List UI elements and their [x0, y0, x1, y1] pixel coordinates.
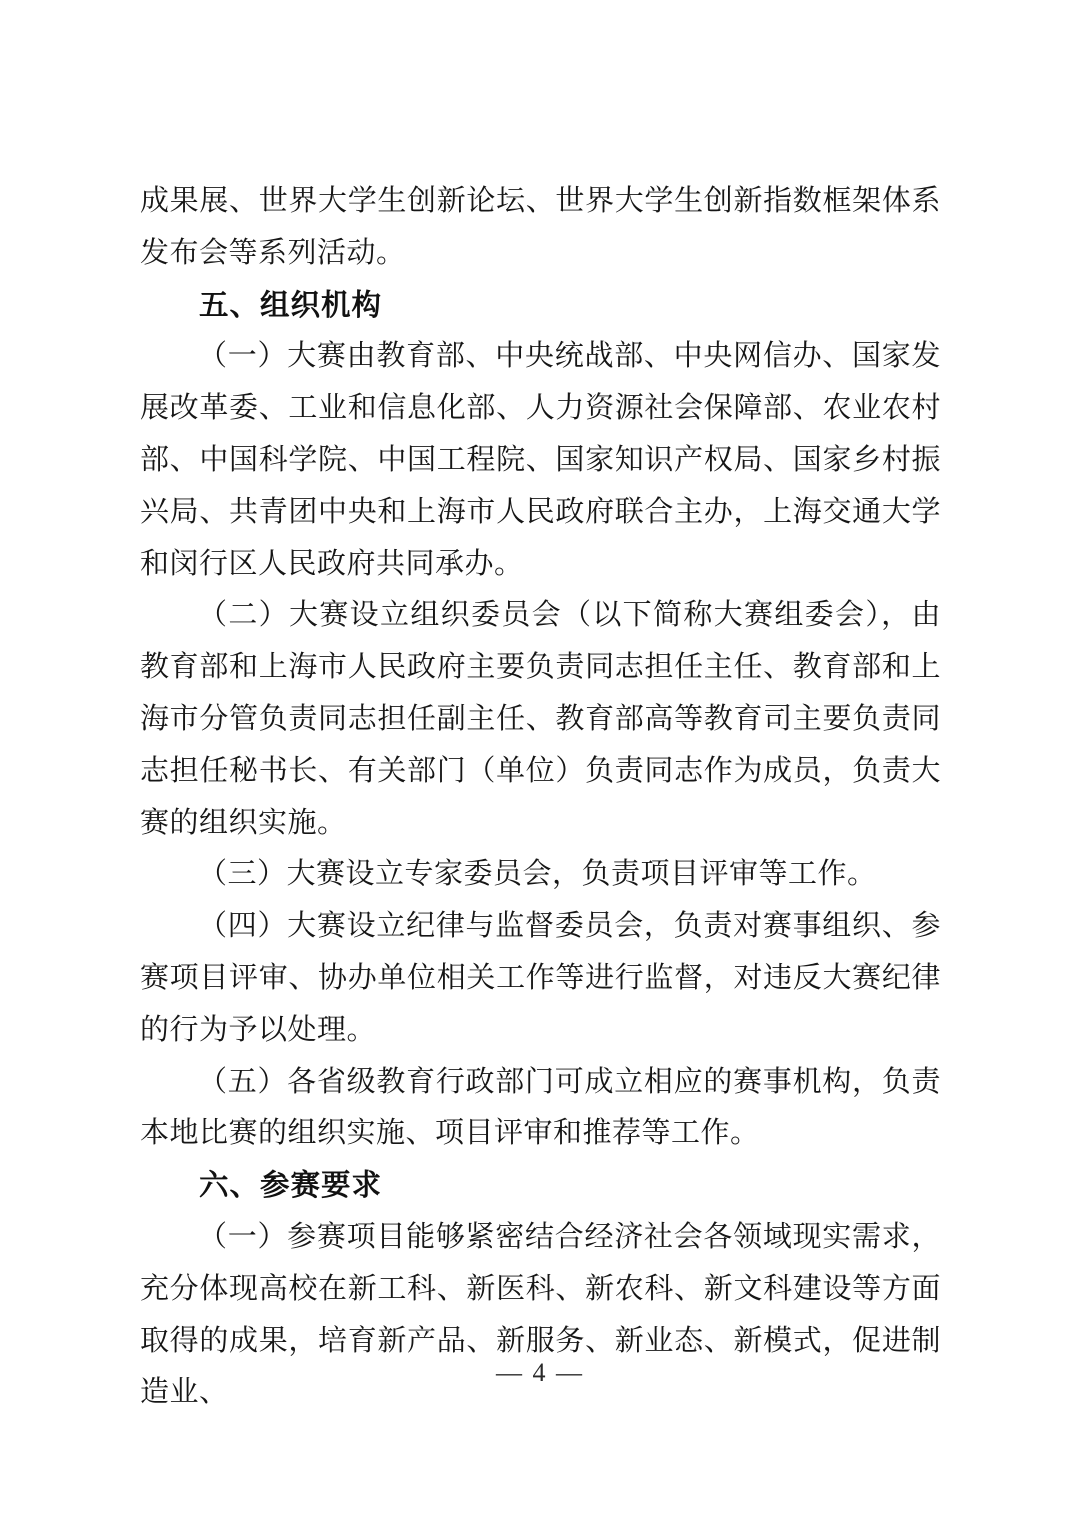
page-number: — 4 —	[496, 1358, 584, 1387]
paragraph-section5-item2: （二）大赛设立组织委员会（以下简称大赛组委会），由教育部和上海市人民政府主要负责同志担任主任、教育部和上海市分管负责同志担任副主任、教育部高等教育司主要负责同志担任秘书长、有关部门（单位）负责同志作为成员，负责大赛的组织实施。	[140, 599, 941, 839]
paragraph-section5-item3: （三）大赛设立专家委员会，负责项目评审等工作。	[198, 858, 877, 891]
paragraph-intro-continued: 成果展、世界大学生创新论坛、世界大学生创新指数框架体系发布会等系列活动。	[140, 185, 941, 269]
section-heading-5-organization: 五、组织机构	[199, 288, 383, 322]
paragraph-section5-item4: （四）大赛设立纪律与监督委员会，负责对赛事组织、参赛项目评审、协办单位相关工作等进行监督，对违反大赛纪律的行为予以处理。	[140, 910, 941, 1046]
paragraph-section5-item5: （五）各省级教育行政部门可成立相应的赛事机构，负责本地比赛的组织实施、项目评审和推荐等工作。	[140, 1065, 941, 1150]
section-heading-6-entry-requirements: 六、参赛要求	[199, 1169, 383, 1203]
paragraph-section5-item1: （一）大赛由教育部、中央统战部、中央网信办、国家发展改革委、工业和信息化部、人力资源社会保障部、农业农村部、中国科学院、中国工程院、国家知识产权局、国家乡村振兴局、共青团中央和上海市人民政府联合主办，上海交通大学和闵行区人民政府共同承办。	[140, 340, 941, 580]
paragraph-section6-item1: （一）参赛项目能够紧密结合经济社会各领域现实需求，充分体现高校在新工科、新医科、新农科、新文科建设等方面取得的成果，培育新产品、新服务、新业态、新模式，促进制造业、	[140, 1220, 941, 1409]
document-body	[140, 176, 941, 1419]
